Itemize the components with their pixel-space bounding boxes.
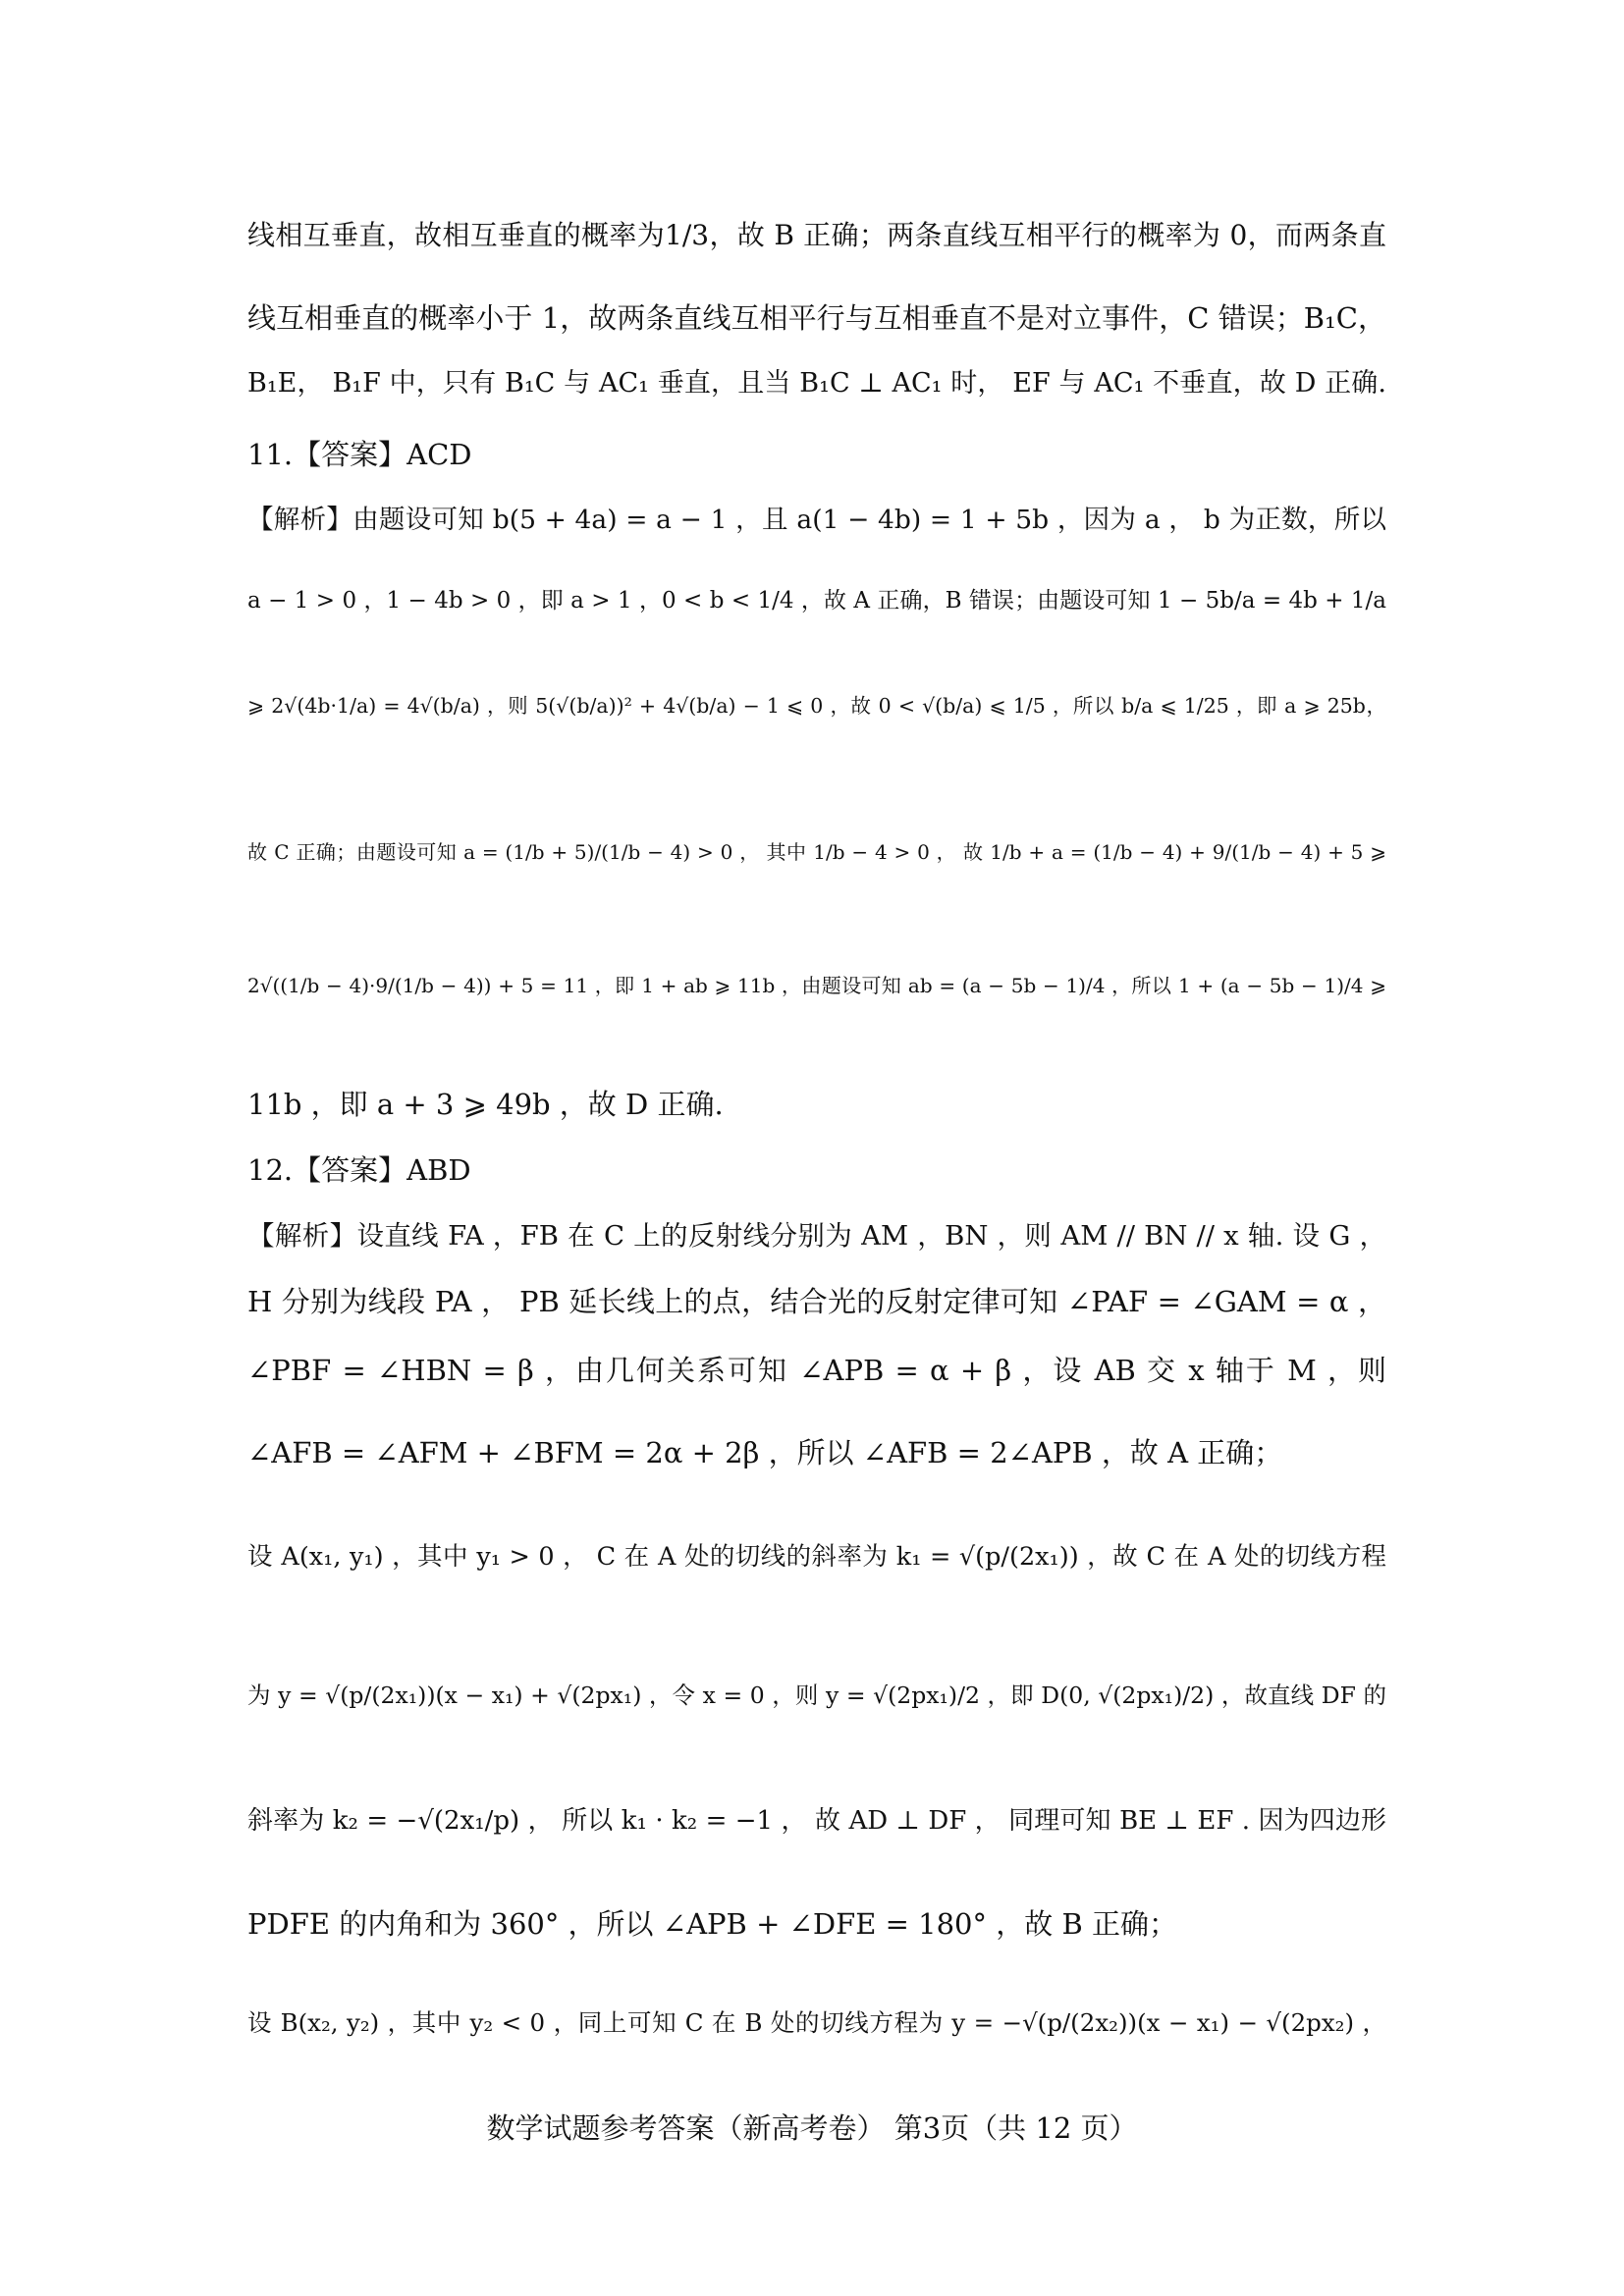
text-line-17: 为 y = √(p/(2x₁))(x − x₁) + √(2px₁) ，令 x = 0 ，则 y = √(2px₁)/2 ，即 D(0, √(2px₁)/2) ，故直线 DF 的 [247, 1682, 1386, 1709]
text-line-10: 11b ，即 a + 3 ⩾ 49b ，故 D 正确. [247, 1088, 724, 1121]
text-line-3: B₁E， B₁F 中，只有 B₁C 与 AC₁ 垂直，且当 B₁C ⊥ AC₁ 时， EF 与 AC₁ 不垂直，故 D 正确. [247, 368, 1386, 399]
text-line-13: H 分别为线段 PA ， PB 延长线上的点，结合光的反射定律可知 ∠PAF = ∠GAM = α ， [247, 1285, 1386, 1318]
text-line-18: 斜率为 k₂ = −√(2x₁/p) ， 所以 k₁ · k₂ = −1 ， 故 AD ⊥ DF ， 同理可知 BE ⊥ EF . 因为四边形 [247, 1806, 1386, 1836]
text-line-7: ⩾ 2√(4b·1/a) = 4√(b/a) ，则 5(√(b/a))² + 4√(b/a) − 1 ⩽ 0 ，故 0 < √(b/a) ⩽ 1/5 ，所以 b/a ⩽ 1/25 ，即 a ⩾ 25b， [247, 694, 1386, 718]
text-line-12: 【解析】设直线 FA ，FB 在 C 上的反射线分别为 AM ，BN ，则 AM // BN // x 轴. 设 G ， [247, 1220, 1386, 1252]
text-line-9: 2√((1/b − 4)·9/(1/b − 4)) + 5 = 11 ，即 1 + ab ⩾ 11b ，由题设可知 ab = (a − 5b − 1)/4 ，所以 1 + (a − 5b − 1)/4 ⩾ [247, 974, 1386, 997]
text-line-5: 【解析】由题设可知 b(5 + 4a) = a − 1 ，且 a(1 − 4b) = 1 + 5b ，因为 a ， b 为正数，所以 [247, 505, 1386, 535]
answer-heading-12: 12.【答案】ABD [247, 1153, 471, 1187]
text-line-8: 故 C 正确；由题设可知 a = (1/b + 5)/(1/b − 4) > 0 ， 其中 1/b − 4 > 0 ， 故 1/b + a = (1/b − 4) + 9/(1/b − 4) + 5 ⩾ [247, 840, 1386, 864]
text-line-20: 设 B(x₂, y₂) ，其中 y₂ < 0 ，同上可知 C 在 B 处的切线方程为 y = −√(p/(2x₂))(x − x₁) − √(2px₂) ， [247, 2008, 1386, 2037]
text-line-19: PDFE 的内角和为 360° ，所以 ∠APB + ∠DFE = 180° ，故 B 正确； [247, 1907, 1177, 1941]
text-line-15: ∠AFB = ∠AFM + ∠BFM = 2α + 2β ，所以 ∠AFB = 2∠APB ，故 A 正确； [247, 1436, 1283, 1469]
text-line-2: 线互相垂直的概率小于 1，故两条直线互相平行与互相垂直不是对立事件，C 错误；B₁C， [247, 301, 1386, 335]
text-line-6: a − 1 > 0 ，1 − 4b > 0 ，即 a > 1 ，0 < b < 1/4 ，故 A 正确，B 错误；由题设可知 1 − 5b/a = 4b + 1/a [247, 588, 1386, 614]
answer-heading-11: 11.【答案】ACD [247, 438, 472, 471]
page-footer: 数学试题参考答案（新高考卷） 第3页（共 12 页） [486, 2111, 1138, 2145]
text-line-16: 设 A(x₁, y₁) ，其中 y₁ > 0 ， C 在 A 处的切线的斜率为 k₁ = √(p/(2x₁)) ，故 C 在 A 处的切线方程 [247, 1542, 1386, 1572]
text-line-14: ∠PBF = ∠HBN = β ，由几何关系可知 ∠APB = α + β ，设 AB 交 x 轴于 M ，则 [247, 1354, 1386, 1387]
text-line-1: 线相互垂直，故相互垂直的概率为1/3，故 B 正确；两条直线互相平行的概率为 0，而两条直 [247, 219, 1386, 251]
